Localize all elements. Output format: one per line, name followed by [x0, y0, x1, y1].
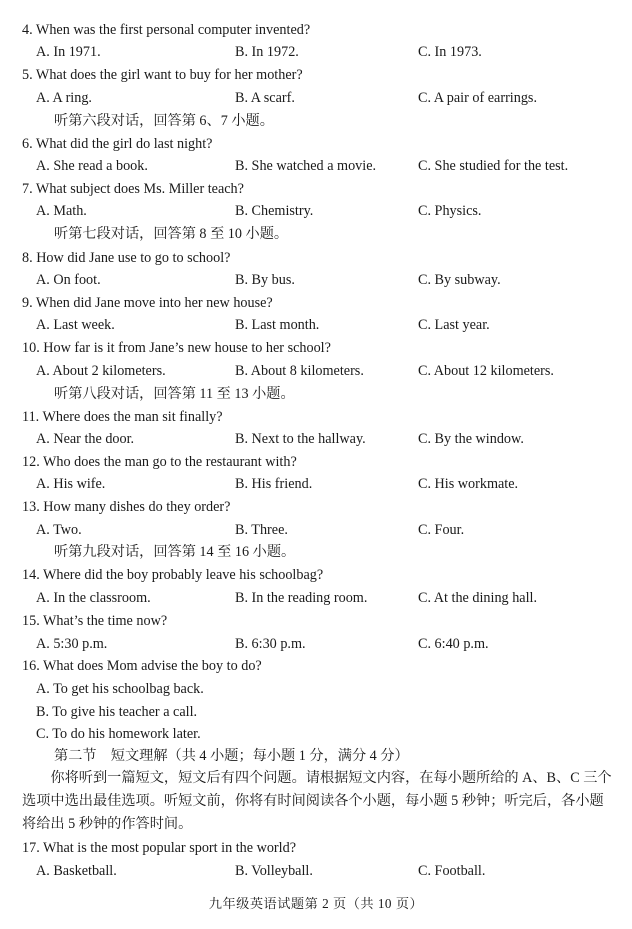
option-c: C. She studied for the test. — [418, 158, 569, 174]
option-a: A. In the classroom. — [36, 590, 151, 606]
option-text: C. To do his homework later. — [36, 726, 201, 742]
question-text: 5. What does the girl want to buy for her mother? — [22, 67, 303, 83]
section-instruction-text: 第二节 短文理解（共 4 小题；每小题 1 分，满分 4 分） — [54, 748, 409, 764]
question-text: 7. What subject does Ms. Miller teach? — [22, 181, 244, 197]
options-line — [0, 633, 632, 655]
option-b: B. Last month. — [235, 317, 320, 333]
options-line — [0, 269, 632, 291]
option-c: C. By the window. — [418, 431, 524, 447]
option-b: B. About 8 kilometers. — [235, 363, 364, 379]
question-line — [0, 406, 632, 428]
question-text: 12. Who does the man go to the restaurant with? — [22, 454, 297, 470]
passage-instructions — [0, 767, 632, 837]
option-b: B. A scarf. — [235, 90, 295, 106]
section-instruction-text: 听第九段对话，回答第 14 至 16 小题。 — [54, 544, 296, 560]
options-line — [0, 360, 632, 382]
page-footer: 九年级英语试题第 2 页（共 10 页） — [208, 896, 424, 911]
question-text: 17. What is the most popular sport in the world? — [22, 840, 296, 856]
option-b: B. Chemistry. — [235, 203, 314, 219]
option-a: A. Last week. — [36, 317, 115, 333]
question-line — [0, 610, 632, 632]
section-instruction-text: 听第八段对话，回答第 11 至 13 小题。 — [54, 386, 295, 402]
option-a: A. Two. — [36, 522, 82, 538]
options-line — [0, 314, 632, 336]
option-a: A. His wife. — [36, 476, 106, 492]
option-text: B. To give his teacher a call. — [36, 704, 198, 720]
question-line — [0, 655, 632, 677]
section-instruction — [0, 223, 632, 245]
option-b: B. His friend. — [235, 476, 313, 492]
options-line — [0, 155, 632, 177]
question-text: 4. When was the first personal computer invented? — [22, 22, 311, 38]
option-b: B. Volleyball. — [235, 863, 313, 879]
option-b: B. Three. — [235, 522, 288, 538]
section-instruction-text: 听第七段对话，回答第 8 至 10 小题。 — [54, 226, 289, 242]
options-line — [0, 587, 632, 609]
option-a: A. On foot. — [36, 272, 101, 288]
option-line — [0, 701, 632, 723]
question-text: 15. What’s the time now? — [22, 613, 168, 629]
option-b: B. She watched a movie. — [235, 158, 377, 174]
option-c: C. A pair of earrings. — [418, 90, 537, 106]
question-text: 16. What does Mom advise the boy to do? — [22, 658, 262, 674]
options-line — [0, 87, 632, 109]
option-c: C. In 1973. — [418, 44, 482, 60]
question-text: 8. How did Jane use to go to school? — [22, 250, 231, 266]
option-a: A. Basketball. — [36, 863, 117, 879]
option-a: A. She read a book. — [36, 158, 148, 174]
option-a: A. A ring. — [36, 90, 92, 106]
question-line — [0, 19, 632, 41]
option-b: B. 6:30 p.m. — [235, 636, 306, 652]
question-line — [0, 337, 632, 359]
option-text: A. To get his schoolbag back. — [36, 681, 204, 697]
option-b: B. In 1972. — [235, 44, 299, 60]
option-line — [0, 678, 632, 700]
option-a: A. Math. — [36, 203, 87, 219]
option-c: C. Football. — [418, 863, 486, 879]
question-line — [0, 837, 632, 859]
question-text: 6. What did the girl do last night? — [22, 136, 213, 152]
question-text: 14. Where did the boy probably leave his schoolbag? — [22, 567, 324, 583]
question-line — [0, 451, 632, 473]
question-line — [0, 178, 632, 200]
option-b: B. Next to the hallway. — [235, 431, 366, 447]
option-a: A. Near the door. — [36, 431, 135, 447]
option-c: C. Physics. — [418, 203, 482, 219]
question-line — [0, 64, 632, 86]
question-line — [0, 496, 632, 518]
section-instruction — [0, 383, 632, 405]
option-b: B. In the reading room. — [235, 590, 368, 606]
question-text: 9. When did Jane move into her new house? — [22, 295, 273, 311]
options-line — [0, 473, 632, 495]
option-b: B. By bus. — [235, 272, 295, 288]
option-c: C. Last year. — [418, 317, 490, 333]
question-line — [0, 564, 632, 586]
section-instruction — [0, 745, 632, 767]
option-c: C. 6:40 p.m. — [418, 636, 489, 652]
question-line — [0, 133, 632, 155]
question-line — [0, 247, 632, 269]
option-c: C. About 12 kilometers. — [418, 363, 554, 379]
question-text: 11. Where does the man sit finally? — [22, 409, 223, 425]
option-line — [0, 723, 632, 745]
passage-instructions-text: 你将听到一篇短文，短文后有四个问题。请根据短文内容，在每小题所给的 A、B、C 三个选项中选出最佳选项。听短文前，你将有时间阅读各个小题，每小题 5 秒钟；听完后，各小题将给出 5 秒钟的作答时间。 — [22, 770, 612, 832]
options-line — [0, 428, 632, 450]
question-text: 10. How far is it from Jane’s new house to her school? — [22, 340, 331, 356]
option-c: C. Four. — [418, 522, 465, 538]
option-a: A. In 1971. — [36, 44, 101, 60]
section-instruction — [0, 541, 632, 563]
option-a: A. About 2 kilometers. — [36, 363, 166, 379]
section-instruction — [0, 110, 632, 132]
question-text: 13. How many dishes do they order? — [22, 499, 231, 515]
options-line — [0, 41, 632, 63]
option-a: A. 5:30 p.m. — [36, 636, 108, 652]
options-line — [0, 519, 632, 541]
question-line — [0, 292, 632, 314]
option-c: C. His workmate. — [418, 476, 519, 492]
options-line — [0, 860, 632, 882]
options-line — [0, 200, 632, 222]
option-c: C. By subway. — [418, 272, 501, 288]
option-c: C. At the dining hall. — [418, 590, 538, 606]
section-instruction-text: 听第六段对话，回答第 6、7 小题。 — [54, 113, 274, 129]
